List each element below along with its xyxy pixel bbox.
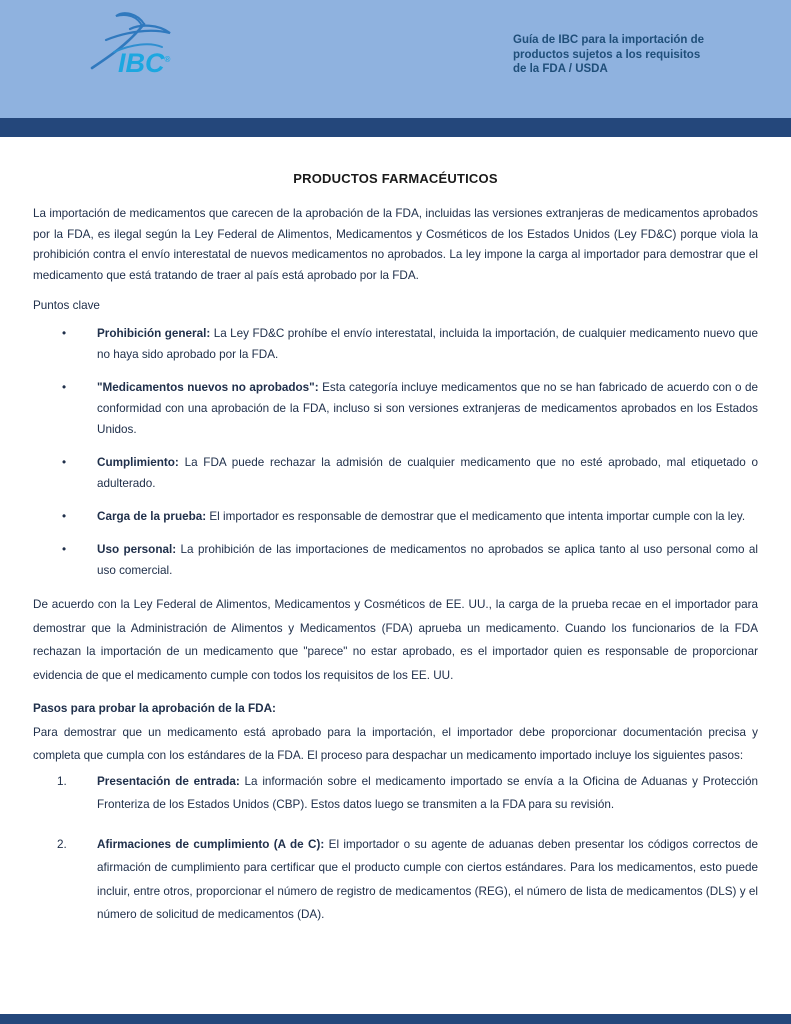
key-point-item: [33, 452, 758, 494]
step-item: [33, 833, 758, 927]
footer-rule: [0, 1014, 791, 1024]
key-points-label: Puntos clave: [33, 299, 100, 312]
header-title-line2: productos sujetos a los requisitos: [513, 48, 701, 61]
key-point-label: "Medicamentos nuevos no aprobados":: [97, 381, 319, 394]
key-point-label: Prohibición general:: [97, 327, 211, 340]
steps-list: [33, 770, 758, 927]
bullet-icon: •: [62, 381, 67, 394]
key-point-item: [33, 377, 758, 440]
key-point-body: El importador es responsable de demostrar que el medicamento que intenta importar cumple con la ley.: [209, 510, 746, 523]
key-point-body: La Ley FD&C prohíbe el envío interestatal, incluida la importación, de cualquier medicamento nuevo que no haya sido aprobado por la FDA.: [97, 327, 759, 361]
key-point-item: [33, 539, 758, 581]
step-text: [97, 770, 758, 817]
header-guide-title: [513, 33, 743, 77]
key-point-body: La FDA puede rechazar la admisión de cualquier medicamento que no esté aprobado, mal etiquetado o adulterado.: [97, 456, 758, 490]
registered-mark: ®: [164, 55, 171, 64]
key-point-text: [97, 377, 758, 440]
step-label: Afirmaciones de cumplimiento (A de C):: [97, 837, 325, 851]
key-point-text: [97, 452, 758, 494]
bullet-icon: •: [62, 456, 67, 469]
key-point-text: [97, 323, 758, 365]
intro-paragraph: La importación de medicamentos que carecen de la aprobación de la FDA, incluidas las versiones extranjeras de medicamentos aprobados por la FDA, es ilegal según la Ley Federal de Alimentos, Medicamentos y Cosméticos de los Estados Unidos (Ley FD&C) porque viola la prohibición contra el envío interestatal de nuevos medicamentos no aprobados. La ley impone la carga al importador para demostrar que el medicamento que está tratando de traer al país está aprobado por la FDA.: [33, 207, 758, 282]
ibc-logo-text: IBC®: [118, 48, 171, 78]
key-point-text: [97, 506, 758, 527]
header-title-line1: Guía de IBC para la importación de: [513, 34, 705, 46]
header: [0, 0, 791, 118]
step-number: 2.: [57, 837, 67, 851]
step-body-text: La información sobre el medicamento importado se envía a la Oficina de Aduanas y Protección Fronteriza de los Estados Unidos (CBP). Estos datos luego se transmiten a la FDA para su revisión.: [97, 774, 758, 811]
ibc-logo: [88, 6, 198, 86]
document-body: [0, 137, 791, 943]
step-text: [97, 833, 758, 927]
burden-paragraph: De acuerdo con la Ley Federal de Alimentos, Medicamentos y Cosméticos de EE. UU., la carga de la prueba recae en el importador para demostrar que la Administración de Alimentos y Medicamentos (FDA) aprueba un medicamento. Cuando los funcionarios de la FDA rechazan la importación de un medicamento que "parece" no estar aprobado, es el importador quien es responsable de proporcionar evidencia de que el medicamento cumple con todos los requisitos de los EE. UU.: [33, 598, 758, 682]
step-number: 1.: [57, 774, 67, 788]
step-label: Presentación de entrada:: [97, 774, 240, 788]
steps-heading: Pasos para probar la aprobación de la FDA:: [33, 702, 276, 715]
bullet-icon: •: [62, 327, 67, 340]
header-rule: [0, 118, 791, 137]
key-points-list: [33, 323, 758, 581]
key-point-body: La prohibición de las importaciones de medicamentos no aprobados se aplica tanto al uso personal como al uso comercial.: [97, 543, 758, 577]
bullet-icon: •: [62, 510, 67, 523]
key-point-label: Uso personal:: [97, 543, 177, 556]
step-item: [33, 770, 758, 817]
key-point-body: Esta categoría incluye medicamentos que no se han fabricado de acuerdo con o de conformidad con una aprobación de la FDA, incluso si son versiones extranjeras de medicamentos aprobados en los Estados Unidos.: [97, 381, 759, 436]
key-point-label: Carga de la prueba:: [97, 510, 207, 523]
key-point-text: [97, 539, 758, 581]
step-body-text: El importador o su agente de aduanas deben presentar los códigos correctos de afirmación de cumplimiento para certificar que el producto cumple con ciertos estándares. Para los medicamentos, esto puede incluir, entre otros, proporcionar el número de registro de medicamentos (REG), el número de lista de medicamentos (DLS) y el número de solicitud de medicamentos (DA).: [97, 837, 758, 921]
page-title: PRODUCTOS FARMACÉUTICOS: [293, 171, 498, 186]
key-point-item: [33, 323, 758, 365]
steps-intro-paragraph: Para demostrar que un medicamento está aprobado para la importación, el importador debe proporcionar documentación precisa y completa que cumpla con los estándares de la FDA. El proceso para despachar un medicamento importado incluye los siguientes pasos:: [33, 725, 758, 762]
header-title-line3: de la FDA / USDA: [513, 63, 608, 75]
key-point-item: [33, 506, 758, 527]
key-point-label: Cumplimiento:: [97, 456, 179, 469]
bullet-icon: •: [62, 543, 67, 556]
